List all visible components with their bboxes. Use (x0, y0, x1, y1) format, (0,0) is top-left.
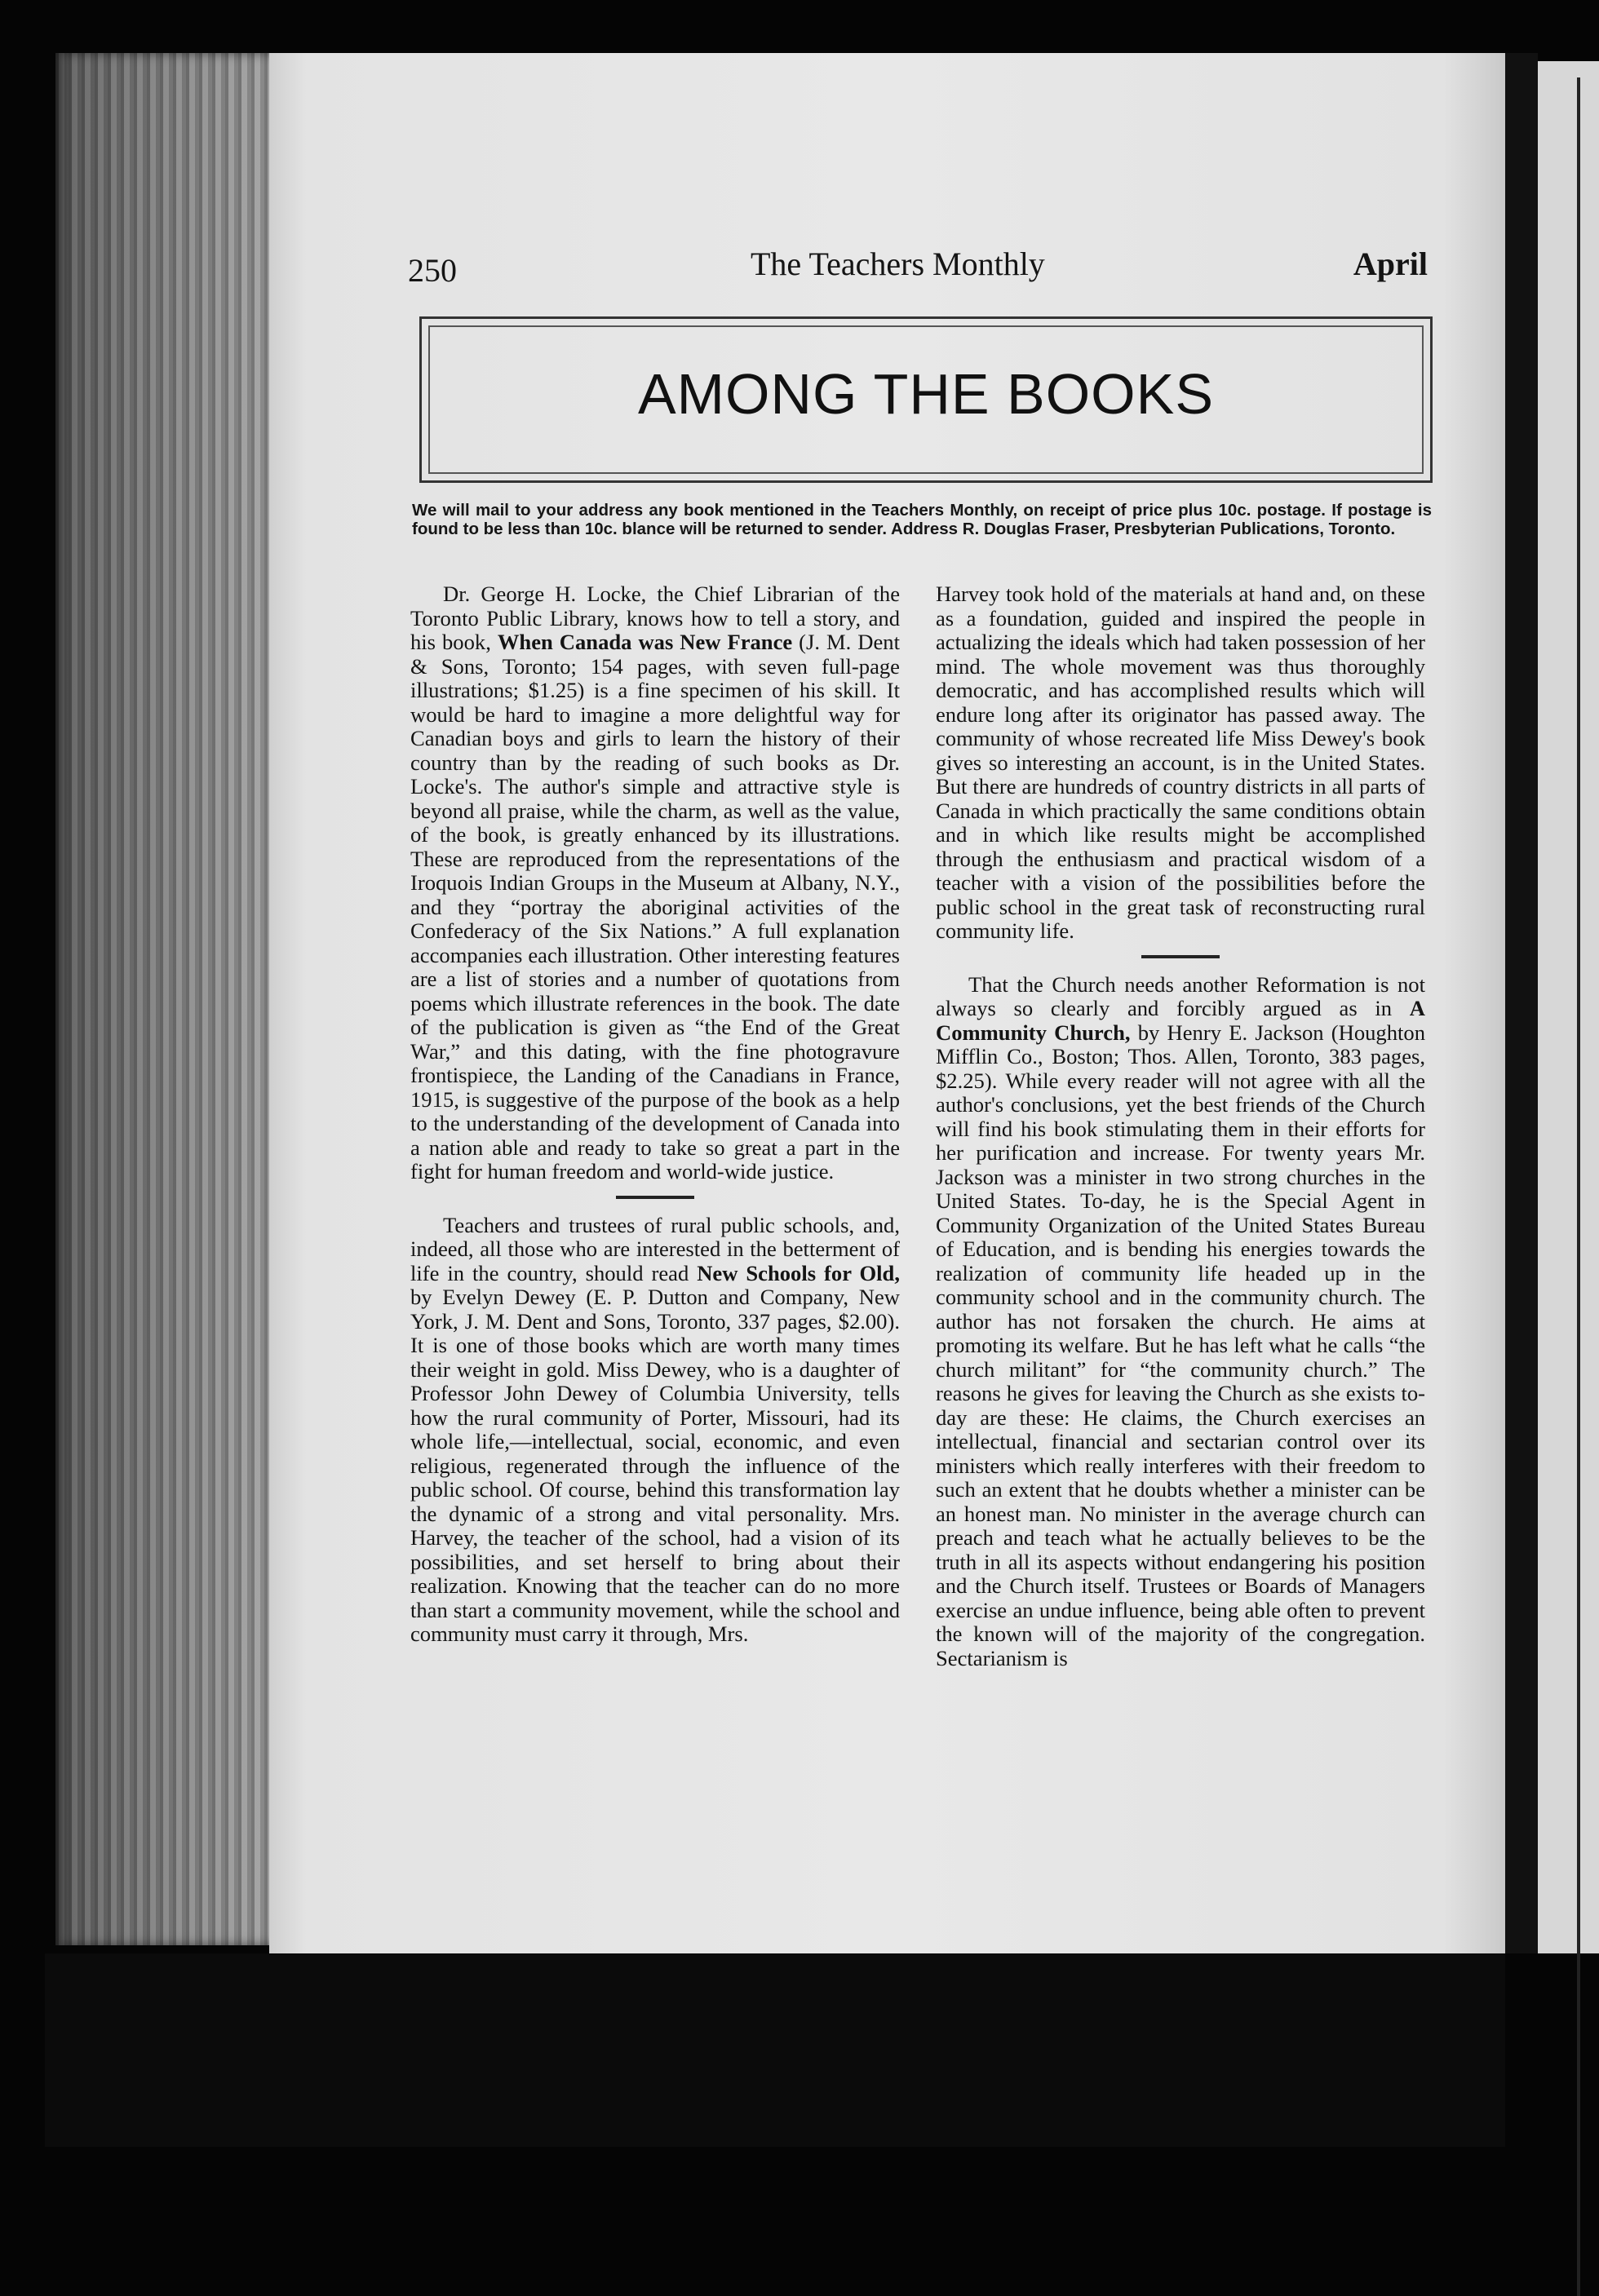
book-page-edges (55, 53, 269, 1945)
book-title: A Community Church, (936, 996, 1425, 1045)
mail-order-notice: We will mail to your address any book mentioned in the Teachers Monthly, on receipt of price plus 10c. postage. If postage is found to be less than 10c. blance will be returned to sender. Address R. Douglas Fraser, Presbyterian Publications, Toronto. (412, 501, 1432, 538)
journal-title: The Teachers Monthly (751, 246, 1045, 282)
article-separator (1141, 955, 1220, 958)
column-right (936, 582, 1425, 1670)
review-jackson: That the Church needs another Reformation is not always so clearly and forcibly argued as in A Community Church, by Henry E. Jackson (Houghton Mifflin Co., Boston; Thos. Allen, Toronto, 383 pages, $2.25). While every reader will not agree with all the author's conclusions, yet the best friends of the Church will find his book stimulating them in their efforts for her purification and increase. For twenty years Mr. Jackson was a minister in two strong churches in the United States. To-day, he is the Special Agent in Community Organization of the United States Bureau of Education, and is bending his energies towards the realization of community life headed up in the community school and in the community church. The author has not forsaken the church. He aims at promoting its welfare. But he has left what he calls “the church militant” for “the community church.” The reasons he gives for leaving the Church as she exists to-day are these: He claims, the Church exercises an intellectual, financial and sectarian control over its ministers which really interferes with their freedom to such an extent that he doubts whether a minister can be an honest man. No minister in the average church can preach and teach what he actually believes to be the truth in all its aspects without endangering his position and the Church itself. Trustees or Boards of Managers exercise an undue influence, being able often to prevent the known will of the majority of the congregation. Sectarianism is (936, 971, 1425, 1670)
scan-background (45, 1953, 1505, 2147)
page-number: 250 (408, 252, 457, 289)
running-header (408, 245, 1428, 294)
book-gutter (1505, 53, 1538, 1953)
facing-page-rule (1577, 77, 1580, 2296)
facing-page-edge (1538, 61, 1599, 1953)
section-title-box (419, 316, 1433, 483)
review-dewey-continued: Harvey took hold of the materials at hand and, on these as a foundation, guided and inspired the people in actualizing the ideals which had taken possession of her mind. The whole movement was thus thoroughly democratic, and has accomplished results which will endure long after its originator has passed away. The community of whose recreated life Miss Dewey's book gives so interesting an account, is in the United States. But there are hundreds of country districts in all parts of Canada in which practically the same conditions obtain and in which like results might be accomplished through the enthusiasm and practical wisdom of a teacher with a vision of the possibilities before the public school in the great task of reconstructing rural community life. (936, 582, 1425, 943)
review-dewey: Teachers and trustees of rural public schools, and, indeed, all those who are interested in the betterment of life in the country, should read New Schools for Old, by Evelyn Dewey (E. P. Dutton and Company, New York, J. M. Dent and Sons, Toronto, 337 pages, $2.00). It is one of those books which are worth many times their weight in gold. Miss Dewey, who is a daughter of Professor John Dewey of Columbia University, tells how the rural community of Porter, Missouri, had its whole life,—intellectual, social, economic, and even religious, regenerated through the influence of the public school. Of course, behind this transformation lay the dynamic of a strong and vital personality. Mrs. Harvey, the teacher of the school, had a vision of its possibilities, and set herself to bring about their realization. Knowing that the teacher can do no more than start a community movement, while the school and community must carry it through, Mrs. (410, 1212, 900, 1646)
review-locke: Dr. George H. Locke, the Chief Librarian of the Toronto Public Library, knows how to tell a story, and his book, When Canada was New France (J. M. Dent & Sons, Toronto; 154 pages, with seven full-page illustrations; $1.25) is a fine specimen of his skill. It would be hard to imagine a more delightful way for Canadian boys and girls to learn the history of their country than by the reading of such books as Dr. Locke's. The author's simple and attractive style is beyond all praise, while the charm, as well as the value, of the book, is greatly enhanced by its illustrations. These are reproduced from the representations of the Iroquois Indian Groups in the Museum at Albany, N.Y., and they “portray the aboriginal activities of the Confederacy of the Six Nations.” A full explanation accompanies each illustration. Other interesting features are a list of stories and a number of quotations from poems which illustrate references in the book. The date of the publication is given as “the End of the Great War,” and this dating, with the fine photogravure frontispiece, the Landing of the Canadians in France, 1915, is suggestive of the purpose of the book as a help to the understanding of the development of Canada into a nation able and ready to take so great a part in the fight for human freedom and world-wide justice. (410, 582, 900, 1183)
column-left (410, 582, 900, 1647)
section-title: AMONG THE BOOKS (637, 362, 1215, 426)
article-separator (616, 1196, 694, 1199)
issue-month: April (1353, 246, 1428, 282)
book-title: When Canada was New France (497, 630, 793, 654)
book-title: New Schools for Old, (697, 1260, 900, 1285)
